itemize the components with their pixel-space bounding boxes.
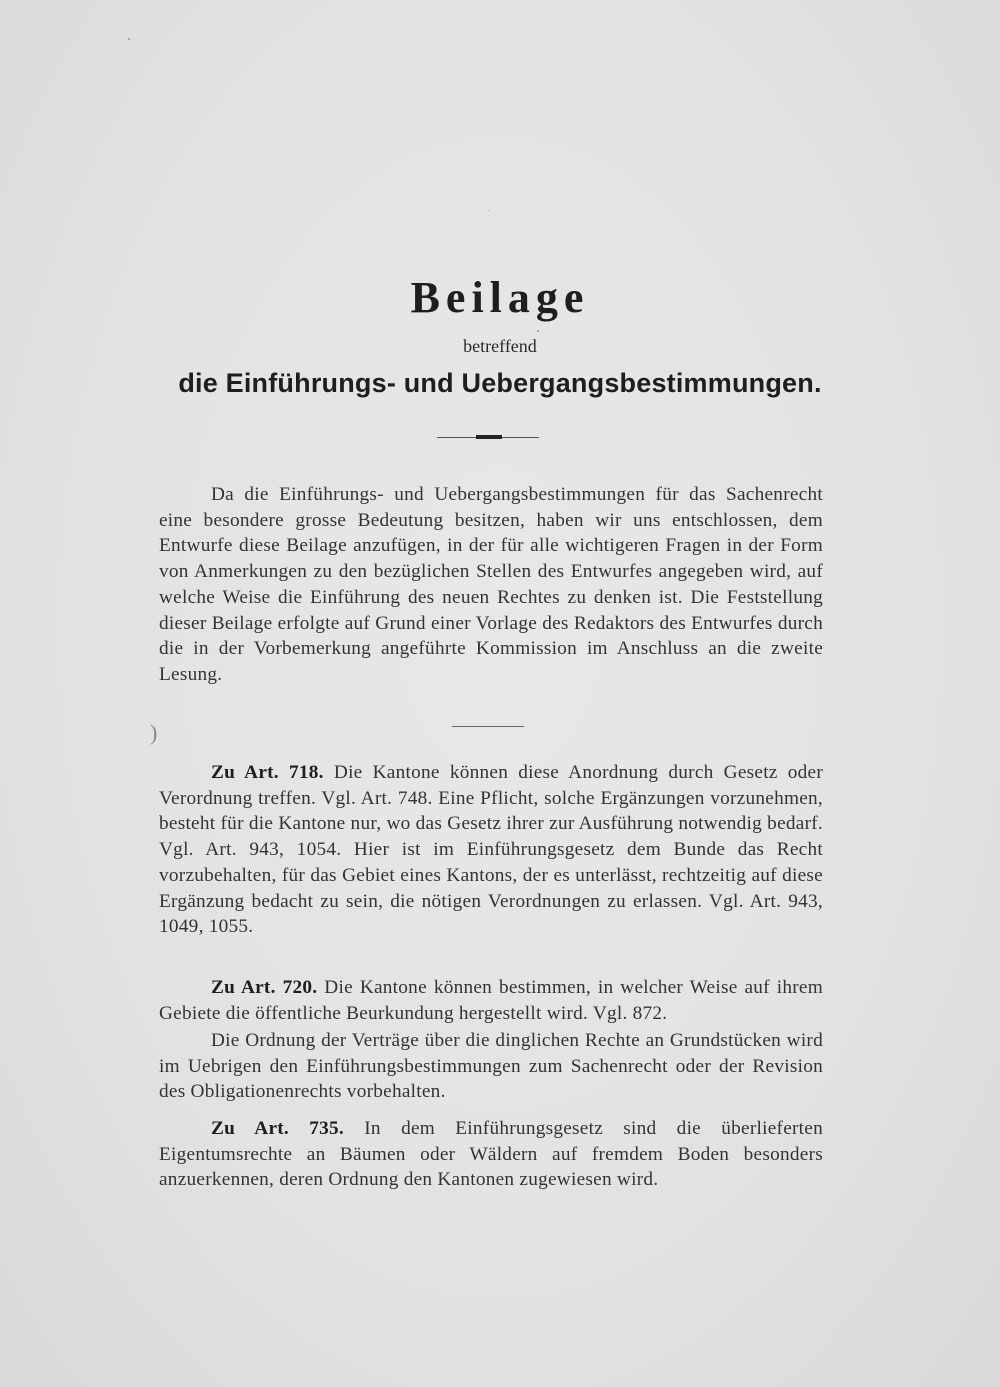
document-title: Beilage [410, 273, 590, 322]
article-720-paragraph [159, 975, 823, 1026]
article-718-label: Zu Art. 718. [211, 762, 324, 783]
paper-speck [537, 330, 539, 332]
intro-paragraph: Da die Einführungs- und Uebergangsbestimmungen für das Sachenrecht eine besondere grosse Bedeutung besitzen, haben wir uns entschlossen, dem Entwurfe diese Beilage anzufügen, in der für alle wichtigeren Fragen in der Form von Anmerkungen zu den bezüglichen Stellen des Entwurfes angegeben wird, auf welche Weise die Einführung des neuen Rechtes zu denken ist. Die Feststellung dieser Beilage erfolgte auf Grund einer Vorlage des Redaktors des Entwurfes durch die in der Vorbemerkung angeführte Kommission im Anschluss an die zweite Lesung. [159, 484, 823, 685]
article-720-label: Zu Art. 720. [211, 977, 318, 998]
article-718-text: Die Kantone können diese Anordnung durch Gesetz oder Verordnung treffen. Vgl. Art. 748. Eine Pflicht, solche Ergänzungen vorzunehmen, besteht für die Kantone nur, wo das Gesetz ihrer zur Ausführung notwendig bedarf. Vgl. Art. 943, 1054. Hier ist im Einführungsgesetz dem Bunde das Recht vorzubehalten, für das Gebiet eines Kantons, der es unterlässt, rechtzeitig auf diese Ergänzung bedacht zu sein, die nötigen Verordnungen zu erlassen. Vgl. Art. 943, 1049, 1055. [159, 762, 823, 938]
section-divider [452, 726, 524, 727]
paper-speck [488, 210, 489, 211]
article-718-paragraph [159, 760, 823, 940]
document-subtitle: betreffend [463, 336, 537, 356]
article-735-label: Zu Art. 735. [211, 1118, 344, 1139]
document-heading: die Einführungs- und Uebergangsbestimmungen. [178, 368, 822, 398]
article-735-text: In dem Einführungsgesetz sind die überlieferten Eigentumsrechte an Bäumen oder Wäldern auf fremdem Boden besonders anzuerkennen, deren Ordnung den Kantonen zugewiesen wird. [159, 1118, 823, 1191]
paper-speck [128, 38, 130, 40]
article-720-continuation: Die Ordnung der Verträge über die dinglichen Rechte an Grundstücken wird im Uebrigen den Einführungsbestimmungen zum Sachenrecht oder der Revision des Obligationenrechts vorbehalten. [159, 1030, 823, 1103]
article-735-paragraph [159, 1116, 823, 1193]
margin-mark: ) [150, 720, 158, 745]
ornamental-divider-center [476, 435, 502, 439]
article-720-text: Die Kantone können bestimmen, in welcher Weise auf ihrem Gebiete die öffentliche Beurkundung hergestellt wird. Vgl. 872. [159, 977, 823, 1024]
